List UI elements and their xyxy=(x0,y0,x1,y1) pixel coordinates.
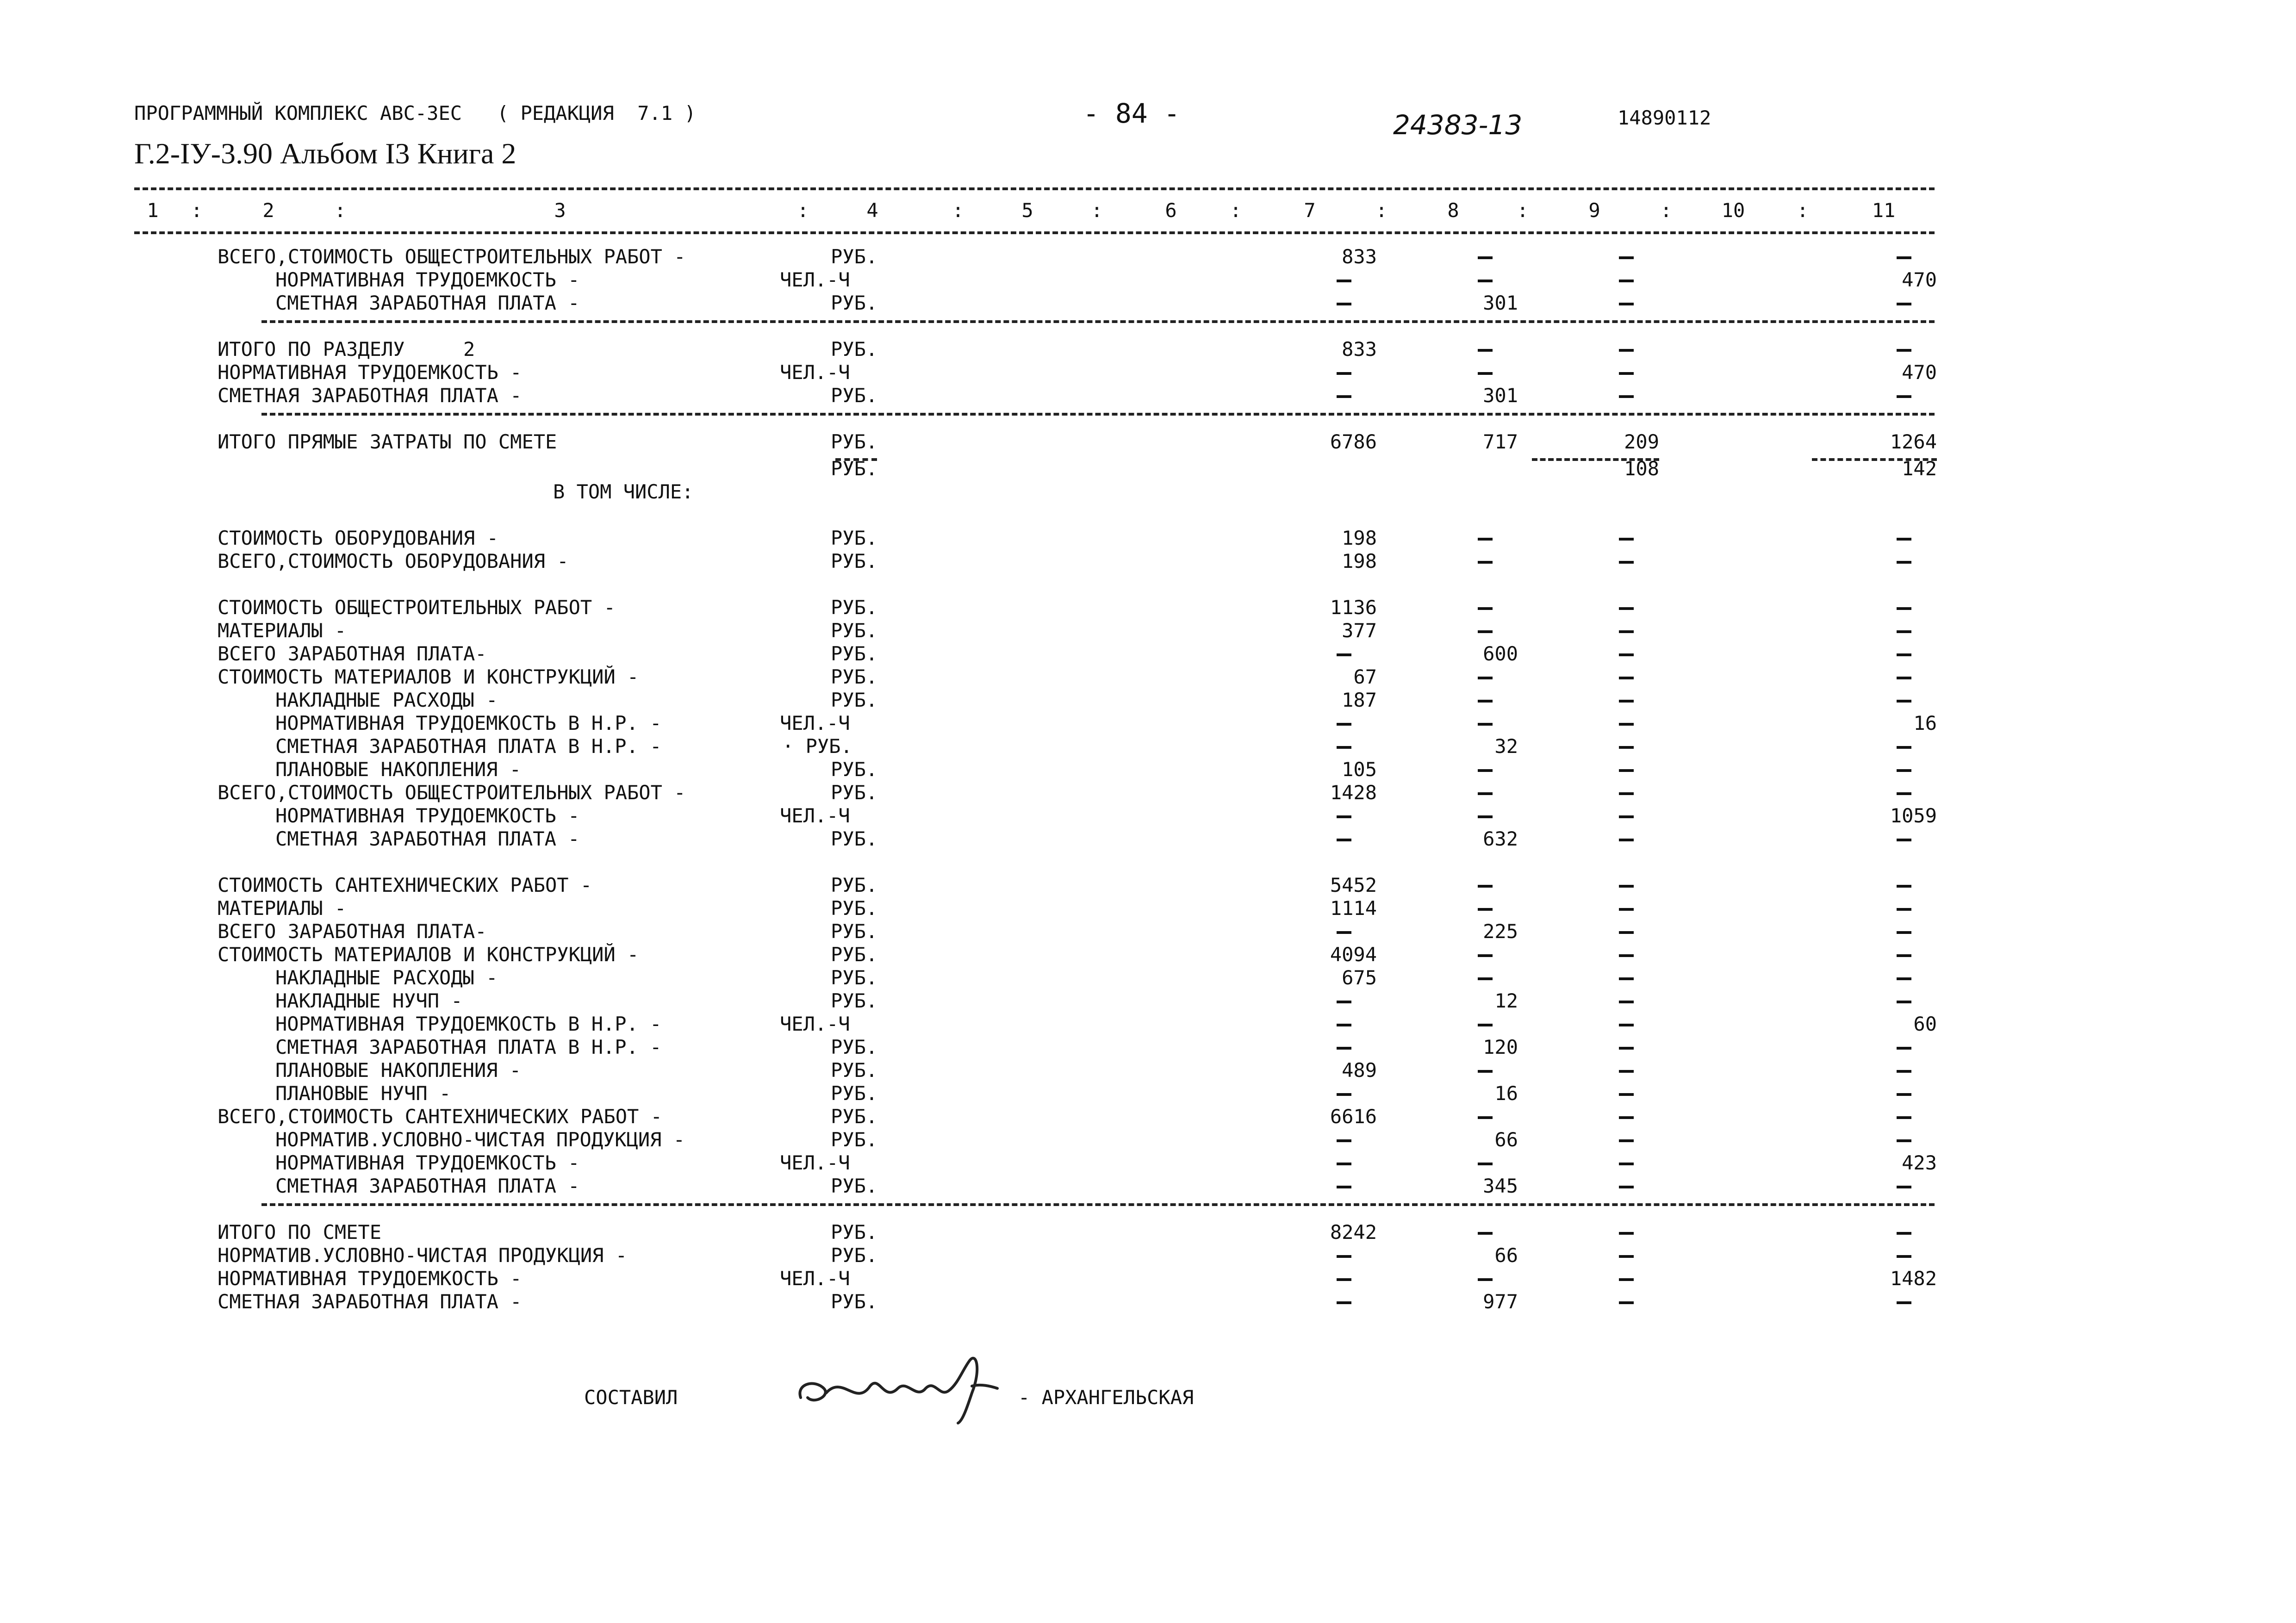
cell-dash xyxy=(1897,1093,1911,1096)
cell-dash xyxy=(1619,931,1634,934)
cell-dash xyxy=(1619,769,1634,772)
cell-dash xyxy=(1619,561,1634,564)
column-header-4: 4 xyxy=(866,199,878,222)
row-label: СТОИМОСТЬ ОБЩЕСТРОИТЕЛЬНЫХ РАБОТ - xyxy=(218,596,616,619)
cell-dash xyxy=(1619,1093,1634,1096)
row-label: СМЕТНАЯ ЗАРАБОТНАЯ ПЛАТА В Н.Р. - xyxy=(275,735,662,758)
cell-dash xyxy=(1337,746,1351,749)
column-header-5: 5 xyxy=(1021,199,1033,222)
row-unit: ЧЕЛ.-Ч xyxy=(780,1267,850,1290)
cell-dash xyxy=(1478,561,1493,564)
cell-dash xyxy=(1337,1255,1351,1258)
cell-dash xyxy=(1619,1024,1634,1026)
document-number: 14890112 xyxy=(1618,106,1711,129)
column-header-2: 2 xyxy=(262,199,274,222)
cell-dash xyxy=(1478,1070,1493,1073)
row-label: НОРМАТИВНАЯ ТРУДОЕМКОСТЬ - xyxy=(275,268,580,291)
column-separator: : xyxy=(952,199,964,222)
row-unit: РУБ. xyxy=(831,550,878,572)
cell-dash xyxy=(1619,630,1634,633)
cell-value: 600 xyxy=(1483,642,1518,665)
column-header-9: 9 xyxy=(1588,199,1600,222)
row-unit: РУБ. xyxy=(831,897,878,920)
cell-value: 470 xyxy=(1902,361,1937,384)
cell-dash xyxy=(1897,1139,1911,1142)
cell-dash xyxy=(1337,1001,1351,1003)
cell-dash xyxy=(1619,538,1634,541)
cell-value: 833 xyxy=(1342,245,1377,268)
cell-dash xyxy=(1619,395,1634,398)
cell-value: 6616 xyxy=(1330,1105,1377,1128)
cell-dash xyxy=(1478,256,1493,259)
composer-name: - АРХАНГЕЛЬСКАЯ xyxy=(1018,1386,1194,1409)
cell-dash xyxy=(1478,723,1493,726)
row-label: ВСЕГО,СТОИМОСТЬ ОБЩЕСТРОИТЕЛЬНЫХ РАБОТ - xyxy=(218,245,686,268)
column-header-3: 3 xyxy=(554,199,566,222)
row-label: НОРМАТИВНАЯ ТРУДОЕМКОСТЬ - xyxy=(218,361,522,384)
row-label: ВСЕГО,СТОИМОСТЬ ОБОРУДОВАНИЯ - xyxy=(218,550,569,572)
cell-dash xyxy=(1619,908,1634,911)
cell-dash xyxy=(1897,561,1911,564)
row-unit: РУБ. xyxy=(831,245,878,268)
cell-value: 108 xyxy=(1624,457,1659,480)
cell-dash xyxy=(1619,349,1634,352)
cell-value: 1264 xyxy=(1890,430,1937,453)
cell-dash xyxy=(1619,815,1634,818)
row-label: НОРМАТИВНАЯ ТРУДОЕМКОСТЬ В Н.Р. - xyxy=(275,712,662,734)
column-header-6: 6 xyxy=(1165,199,1177,222)
cell-dash xyxy=(1478,372,1493,375)
cell-dash xyxy=(1478,607,1493,610)
cell-value: 198 xyxy=(1342,527,1377,549)
cell-value: 60 xyxy=(1913,1013,1937,1035)
row-unit: ЧЕЛ.-Ч xyxy=(780,361,850,384)
cell-dash xyxy=(1897,303,1911,305)
cell-dash xyxy=(1897,538,1911,541)
cell-dash xyxy=(1619,839,1634,841)
row-label: МАТЕРИАЛЫ - xyxy=(218,897,347,920)
row-unit: РУБ. xyxy=(831,1244,878,1267)
row-label: СМЕТНАЯ ЗАРАБОТНАЯ ПЛАТА - xyxy=(218,384,522,407)
row-unit: РУБ. xyxy=(831,758,878,781)
cell-value: 423 xyxy=(1902,1151,1937,1174)
row-label: СТОИМОСТЬ МАТЕРИАЛОВ И КОНСТРУКЦИЙ - xyxy=(218,943,639,966)
cell-dash xyxy=(1897,1001,1911,1003)
cell-dash xyxy=(1619,653,1634,656)
row-label: В ТОМ ЧИСЛЕ: xyxy=(553,480,694,503)
cell-dash xyxy=(1337,653,1351,656)
row-unit: РУБ. xyxy=(831,430,878,453)
cell-value: 675 xyxy=(1342,966,1377,989)
row-label: ВСЕГО ЗАРАБОТНАЯ ПЛАТА- xyxy=(218,920,487,943)
cell-dash xyxy=(1478,630,1493,633)
cell-dash xyxy=(1619,700,1634,703)
cell-dash xyxy=(1897,885,1911,888)
row-label: НОРМАТИВНАЯ ТРУДОЕМКОСТЬ - xyxy=(275,804,580,827)
cell-value: 717 xyxy=(1483,430,1518,453)
program-header: ПРОГРАММНЫЙ КОМПЛЕКС АВС-ЗЕС ( РЕДАКЦИЯ 7.1 ) xyxy=(134,102,696,124)
cell-dash xyxy=(1478,677,1493,679)
row-unit: ЧЕЛ.-Ч xyxy=(780,268,850,291)
row-unit: РУБ. xyxy=(831,874,878,896)
cell-value: 301 xyxy=(1483,292,1518,314)
cell-dash xyxy=(1619,1070,1634,1073)
cell-dash xyxy=(1619,1186,1634,1188)
cell-dash xyxy=(1478,700,1493,703)
row-unit: · РУБ. xyxy=(782,735,852,758)
column-header-11: 11 xyxy=(1872,199,1896,222)
cell-value: 32 xyxy=(1494,735,1518,758)
column-separator: : xyxy=(1797,199,1809,222)
row-unit: РУБ. xyxy=(831,527,878,549)
cell-dash xyxy=(1478,815,1493,818)
cell-dash xyxy=(1337,1093,1351,1096)
cell-dash xyxy=(1619,1116,1634,1119)
column-separator: : xyxy=(191,199,203,222)
cell-value: 1059 xyxy=(1890,804,1937,827)
cell-dash xyxy=(1619,885,1634,888)
row-unit: РУБ. xyxy=(831,1036,878,1058)
cell-dash xyxy=(1619,792,1634,795)
cell-value: 833 xyxy=(1342,338,1377,361)
cell-dash xyxy=(1619,1301,1634,1304)
row-label: СМЕТНАЯ ЗАРАБОТНАЯ ПЛАТА - xyxy=(275,1175,580,1197)
cell-dash xyxy=(1619,1001,1634,1003)
row-unit: РУБ. xyxy=(831,457,878,480)
row-unit: РУБ. xyxy=(831,619,878,642)
cell-value: 977 xyxy=(1483,1290,1518,1313)
cell-value: 632 xyxy=(1483,827,1518,850)
cell-value: 225 xyxy=(1483,920,1518,943)
column-header-10: 10 xyxy=(1721,199,1745,222)
cell-dash xyxy=(1897,653,1911,656)
column-separator: : xyxy=(1375,199,1388,222)
row-label: МАТЕРИАЛЫ - xyxy=(218,619,347,642)
row-unit: РУБ. xyxy=(831,1128,878,1151)
cell-dash xyxy=(1337,1301,1351,1304)
cell-value: 345 xyxy=(1483,1175,1518,1197)
row-unit: РУБ. xyxy=(831,1175,878,1197)
cell-dash xyxy=(1897,746,1911,749)
cell-dash xyxy=(1619,977,1634,980)
cell-dash xyxy=(1897,1116,1911,1119)
cell-value: 4094 xyxy=(1330,943,1377,966)
cell-dash xyxy=(1897,908,1911,911)
cell-dash xyxy=(1337,1186,1351,1188)
cell-dash xyxy=(1619,954,1634,957)
cell-dash xyxy=(1897,1047,1911,1050)
cell-dash xyxy=(1478,1163,1493,1165)
cell-value: 66 xyxy=(1494,1128,1518,1151)
cell-dash xyxy=(1478,908,1493,911)
cell-dash xyxy=(1478,954,1493,957)
column-header-rule xyxy=(134,231,1935,234)
column-separator: : xyxy=(797,199,809,222)
table-top-rule xyxy=(134,187,1935,190)
page-number: - 84 - xyxy=(1083,98,1180,129)
row-unit: РУБ. xyxy=(831,689,878,711)
cell-dash xyxy=(1619,1163,1634,1165)
column-separator: : xyxy=(1091,199,1103,222)
cell-dash xyxy=(1337,395,1351,398)
cell-dash xyxy=(1337,1024,1351,1026)
row-label: ВСЕГО ЗАРАБОТНАЯ ПЛАТА- xyxy=(218,642,487,665)
cell-value: 142 xyxy=(1902,457,1937,480)
row-label: СМЕТНАЯ ЗАРАБОТНАЯ ПЛАТА - xyxy=(275,827,580,850)
row-unit: РУБ. xyxy=(831,943,878,966)
row-unit: РУБ. xyxy=(831,966,878,989)
column-header-7: 7 xyxy=(1304,199,1316,222)
cell-dash xyxy=(1337,372,1351,375)
row-label: НОРМАТИВНАЯ ТРУДОЕМКОСТЬ В Н.Р. - xyxy=(275,1013,662,1035)
cell-dash xyxy=(1478,769,1493,772)
cell-dash xyxy=(1897,977,1911,980)
row-label: ПЛАНОВЫЕ НАКОПЛЕНИЯ - xyxy=(275,1059,522,1082)
album-reference: Г.2-IУ-3.90 Альбом I3 Книга 2 xyxy=(134,137,516,170)
cell-dash xyxy=(1619,372,1634,375)
row-label: НОРМАТИВ.УСЛОВНО-ЧИСТАЯ ПРОДУКЦИЯ - xyxy=(275,1128,685,1151)
column-header-1: 1 xyxy=(147,199,159,222)
row-unit: РУБ. xyxy=(831,920,878,943)
cell-dash xyxy=(1337,1163,1351,1165)
cell-dash xyxy=(1478,538,1493,541)
row-unit: РУБ. xyxy=(831,989,878,1012)
row-label: СМЕТНАЯ ЗАРАБОТНАЯ ПЛАТА - xyxy=(275,292,580,314)
row-unit: РУБ. xyxy=(831,781,878,804)
row-unit: ЧЕЛ.-Ч xyxy=(780,712,850,734)
cell-dash xyxy=(1619,1232,1634,1235)
cell-dash xyxy=(1619,303,1634,305)
cell-dash xyxy=(1619,677,1634,679)
row-unit: РУБ. xyxy=(831,384,878,407)
cell-value: 8242 xyxy=(1330,1221,1377,1244)
row-unit: РУБ. xyxy=(831,642,878,665)
cell-value: 1136 xyxy=(1330,596,1377,619)
cell-dash xyxy=(1478,1278,1493,1281)
cell-value: 6786 xyxy=(1330,430,1377,453)
cell-dash xyxy=(1897,769,1911,772)
cell-dash xyxy=(1337,280,1351,282)
cell-dash xyxy=(1619,256,1634,259)
column-separator: : xyxy=(334,199,346,222)
row-label: СМЕТНАЯ ЗАРАБОТНАЯ ПЛАТА В Н.Р. - xyxy=(275,1036,662,1058)
cell-value: 209 xyxy=(1624,430,1659,453)
column-separator: : xyxy=(1660,199,1672,222)
row-label: НОРМАТИВНАЯ ТРУДОЕМКОСТЬ - xyxy=(275,1151,580,1174)
row-unit: РУБ. xyxy=(831,338,878,361)
cell-dash xyxy=(1478,792,1493,795)
cell-dash xyxy=(1337,303,1351,305)
cell-value: 120 xyxy=(1483,1036,1518,1058)
cell-dash xyxy=(1897,1186,1911,1188)
cell-dash xyxy=(1897,954,1911,957)
signature-image xyxy=(787,1342,1027,1425)
row-unit: РУБ. xyxy=(831,1221,878,1244)
cell-dash xyxy=(1337,815,1351,818)
cell-dash xyxy=(1897,1232,1911,1235)
cell-dash xyxy=(1897,700,1911,703)
row-unit: РУБ. xyxy=(831,1105,878,1128)
row-unit: РУБ. xyxy=(831,827,878,850)
row-label: ВСЕГО,СТОИМОСТЬ ОБЩЕСТРОИТЕЛЬНЫХ РАБОТ - xyxy=(218,781,686,804)
cell-dash xyxy=(1337,723,1351,726)
cell-dash xyxy=(1337,931,1351,934)
row-unit: РУБ. xyxy=(831,1082,878,1105)
row-label: НОРМАТИВ.УСЛОВНО-ЧИСТАЯ ПРОДУКЦИЯ - xyxy=(218,1244,628,1267)
column-separator: : xyxy=(1517,199,1529,222)
cell-value: 105 xyxy=(1342,758,1377,781)
cell-dash xyxy=(1619,607,1634,610)
cell-value: 66 xyxy=(1494,1244,1518,1267)
row-unit: РУБ. xyxy=(831,596,878,619)
cell-value: 12 xyxy=(1494,989,1518,1012)
cell-value: 16 xyxy=(1913,712,1937,734)
cell-value: 470 xyxy=(1902,268,1937,291)
cell-value: 1482 xyxy=(1890,1267,1937,1290)
cell-value: 187 xyxy=(1342,689,1377,711)
cell-value: 67 xyxy=(1353,665,1377,688)
cell-dash xyxy=(1478,1024,1493,1026)
cell-dash xyxy=(1337,1139,1351,1142)
cell-dash xyxy=(1337,839,1351,841)
row-label: СТОИМОСТЬ САНТЕХНИЧЕСКИХ РАБОТ - xyxy=(218,874,592,896)
row-label: НАКЛАДНЫЕ НУЧП - xyxy=(275,989,463,1012)
row-unit: ЧЕЛ.-Ч xyxy=(780,804,850,827)
cell-dash xyxy=(1897,349,1911,352)
cell-value: 198 xyxy=(1342,550,1377,572)
cell-dash xyxy=(1337,1047,1351,1050)
cell-dash xyxy=(1897,931,1911,934)
row-label: СТОИМОСТЬ МАТЕРИАЛОВ И КОНСТРУКЦИЙ - xyxy=(218,665,639,688)
cell-dash xyxy=(1619,1139,1634,1142)
cell-dash xyxy=(1897,256,1911,259)
cell-dash xyxy=(1619,280,1634,282)
cell-value: 301 xyxy=(1483,384,1518,407)
cell-dash xyxy=(1478,280,1493,282)
row-label: НАКЛАДНЫЕ РАСХОДЫ - xyxy=(275,966,498,989)
cell-dash xyxy=(1897,395,1911,398)
column-header-8: 8 xyxy=(1447,199,1459,222)
cell-dash xyxy=(1897,792,1911,795)
cell-dash xyxy=(1478,349,1493,352)
cell-value: 377 xyxy=(1342,619,1377,642)
column-separator: : xyxy=(1230,199,1242,222)
cell-value: 16 xyxy=(1494,1082,1518,1105)
cell-dash xyxy=(1478,885,1493,888)
cell-dash xyxy=(1619,746,1634,749)
row-unit: РУБ. xyxy=(831,665,878,688)
row-label: НОРМАТИВНАЯ ТРУДОЕМКОСТЬ - xyxy=(218,1267,522,1290)
section-rule xyxy=(261,413,1935,416)
cell-dash xyxy=(1897,607,1911,610)
cell-dash xyxy=(1897,630,1911,633)
section-rule xyxy=(261,1203,1935,1206)
cell-dash xyxy=(1619,1255,1634,1258)
row-label: ПЛАНОВЫЕ НУЧП - xyxy=(275,1082,451,1105)
row-unit: РУБ. xyxy=(831,1059,878,1082)
cell-dash xyxy=(1337,1278,1351,1281)
composed-label: СОСТАВИЛ xyxy=(584,1386,678,1409)
cell-value: 1114 xyxy=(1330,897,1377,920)
cell-value: 489 xyxy=(1342,1059,1377,1082)
row-label: СТОИМОСТЬ ОБОРУДОВАНИЯ - xyxy=(218,527,498,549)
cell-dash xyxy=(1897,839,1911,841)
row-unit: РУБ. xyxy=(831,292,878,314)
row-label: ИТОГО ПО РАЗДЕЛУ 2 xyxy=(218,338,475,361)
row-label: ИТОГО ПРЯМЫЕ ЗАТРАТЫ ПО СМЕТЕ xyxy=(218,430,557,453)
row-label: СМЕТНАЯ ЗАРАБОТНАЯ ПЛАТА - xyxy=(218,1290,522,1313)
cell-dash xyxy=(1478,977,1493,980)
row-label: ВСЕГО,СТОИМОСТЬ САНТЕХНИЧЕСКИХ РАБОТ - xyxy=(218,1105,662,1128)
handwritten-number: 24383-13 xyxy=(1393,109,1523,141)
cell-dash xyxy=(1478,1116,1493,1119)
row-unit: ЧЕЛ.-Ч xyxy=(780,1151,850,1174)
row-label: НАКЛАДНЫЕ РАСХОДЫ - xyxy=(275,689,498,711)
cell-value: 5452 xyxy=(1330,874,1377,896)
cell-dash xyxy=(1619,723,1634,726)
section-rule xyxy=(261,320,1935,323)
row-label: ПЛАНОВЫЕ НАКОПЛЕНИЯ - xyxy=(275,758,522,781)
cell-dash xyxy=(1897,1301,1911,1304)
cell-dash xyxy=(1897,1070,1911,1073)
cell-dash xyxy=(1619,1047,1634,1050)
row-unit: ЧЕЛ.-Ч xyxy=(780,1013,850,1035)
cell-value: 1428 xyxy=(1330,781,1377,804)
cell-dash xyxy=(1478,1232,1493,1235)
cell-dash xyxy=(1619,1278,1634,1281)
row-unit: РУБ. xyxy=(831,1290,878,1313)
row-label: ИТОГО ПО СМЕТЕ xyxy=(218,1221,382,1244)
cell-dash xyxy=(1897,677,1911,679)
cell-dash xyxy=(1897,1255,1911,1258)
